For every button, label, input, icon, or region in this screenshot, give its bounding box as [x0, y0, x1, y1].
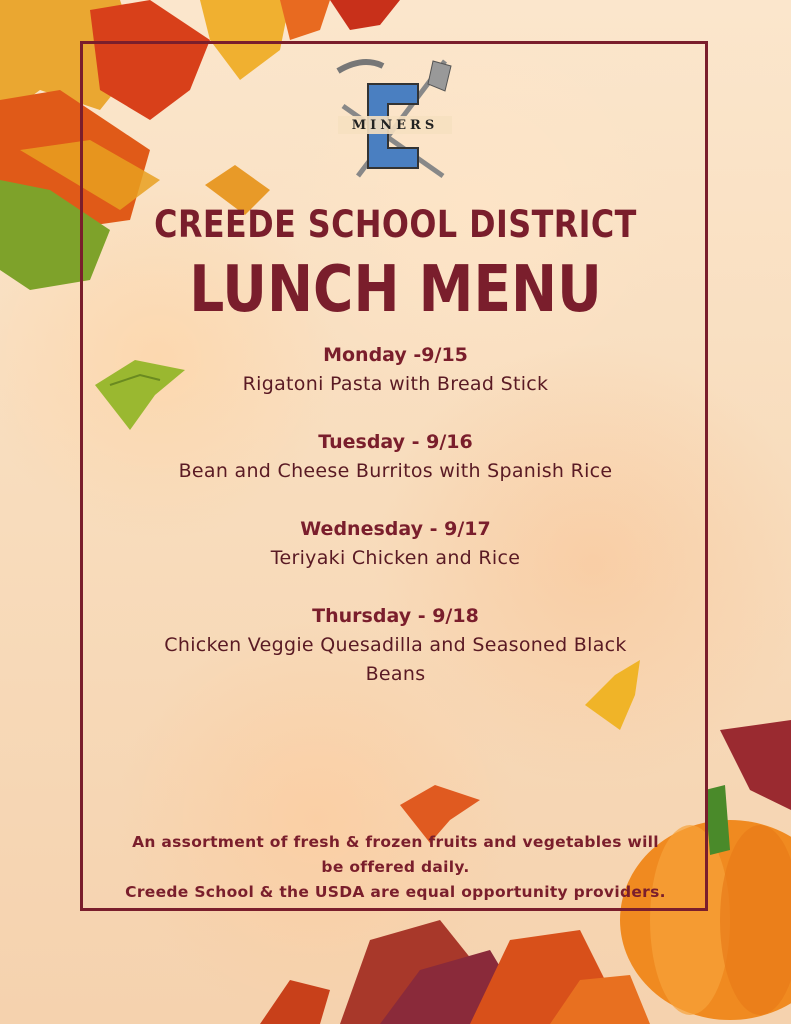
day-meal-continued: Beans — [365, 663, 426, 685]
footer-line: be offered daily. — [321, 858, 470, 876]
day-meal: Chicken Veggie Quesadilla and Seasoned Black — [164, 634, 627, 656]
day-tuesday — [100, 427, 691, 486]
district-name: CREEDE SCHOOL DISTRICT — [154, 203, 637, 246]
footer-line: An assortment of fresh & frozen fruits and vegetables will — [132, 833, 659, 851]
day-wednesday — [100, 514, 691, 573]
logo-text: MINERS — [351, 118, 439, 133]
day-meal: Teriyaki Chicken and Rice — [270, 547, 521, 569]
day-name: Wednesday - 9/17 — [300, 518, 491, 540]
page-title: LUNCH MENU — [189, 253, 602, 327]
day-meal: Rigatoni Pasta with Bread Stick — [242, 373, 549, 395]
day-monday — [100, 340, 691, 399]
miners-logo — [333, 56, 457, 180]
day-thursday — [100, 601, 691, 689]
footer-note — [95, 830, 696, 905]
day-name: Tuesday - 9/16 — [318, 431, 473, 453]
day-meal: Bean and Cheese Burritos with Spanish Rice — [178, 460, 613, 482]
footer-line: Creede School & the USDA are equal opportunity providers. — [125, 883, 666, 901]
day-name: Thursday - 9/18 — [312, 605, 479, 627]
day-name: Monday -9/15 — [323, 344, 468, 366]
